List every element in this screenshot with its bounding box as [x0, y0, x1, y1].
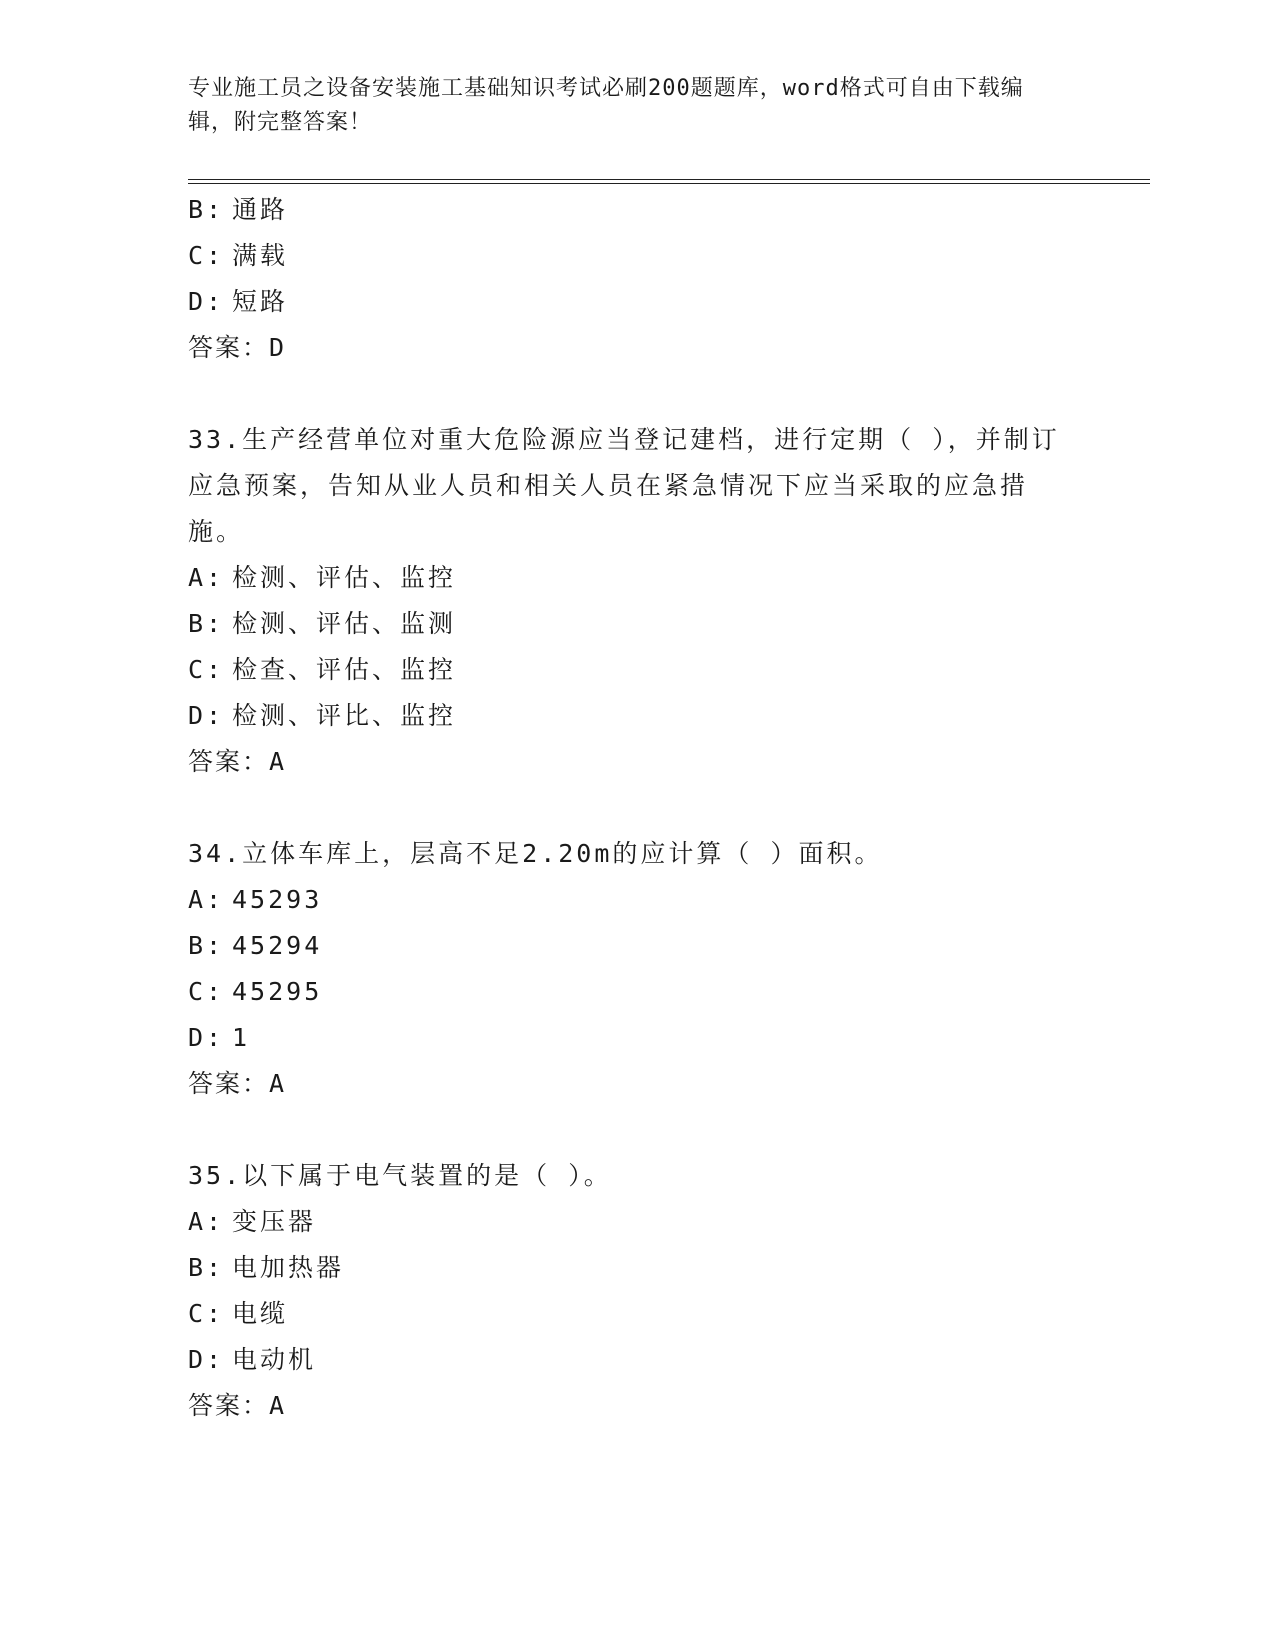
option	[188, 647, 1088, 693]
option	[188, 969, 1088, 1015]
option	[188, 233, 1088, 279]
option	[188, 1245, 1088, 1291]
option-key: B:	[188, 195, 225, 224]
option-text: 变压器	[232, 1207, 317, 1236]
option-text: 电缆	[232, 1299, 289, 1328]
document-body	[188, 187, 1088, 1429]
spacer	[188, 785, 1088, 831]
question-33	[188, 417, 1088, 785]
option	[188, 187, 1088, 233]
header-divider	[188, 179, 1150, 184]
option-text: 检测、评比、监控	[232, 701, 457, 730]
option-key: B:	[188, 609, 225, 638]
option-key: D:	[188, 1345, 225, 1374]
option-key: B:	[188, 931, 225, 960]
option-key: C:	[188, 1299, 225, 1328]
question-stem: 35.以下属于电气装置的是（ ）。	[188, 1161, 612, 1190]
option-key: B:	[188, 1253, 225, 1282]
answer-line	[188, 1061, 1088, 1107]
option-text: 45295	[232, 977, 323, 1006]
answer-label: 答案：	[188, 333, 270, 362]
option	[188, 877, 1088, 923]
option-text: 电加热器	[232, 1253, 345, 1282]
option	[188, 1291, 1088, 1337]
option-key: D:	[188, 701, 225, 730]
option-text: 检测、评估、监测	[232, 609, 457, 638]
option-key: C:	[188, 977, 225, 1006]
option-key: C:	[188, 241, 225, 270]
option-key: A:	[188, 1207, 225, 1236]
option-text: 通路	[232, 195, 289, 224]
option-key: D:	[188, 1023, 225, 1052]
answer-value: A	[269, 1391, 287, 1420]
document-header	[188, 72, 1068, 140]
question-34	[188, 831, 1088, 1107]
option-key: C:	[188, 655, 225, 684]
option-text: 45294	[232, 931, 323, 960]
option	[188, 555, 1088, 601]
header-title: 专业施工员之设备安装施工基础知识考试必刷200题题库，word格式可自由下载编辑，附完整答案！	[188, 76, 1024, 135]
option-key: A:	[188, 563, 225, 592]
option	[188, 1015, 1088, 1061]
answer-label: 答案：	[188, 1069, 270, 1098]
option	[188, 601, 1088, 647]
option-text: 电动机	[232, 1345, 317, 1374]
answer-line	[188, 325, 1088, 371]
option-text: 检测、评估、监控	[232, 563, 457, 592]
option-key: A:	[188, 885, 225, 914]
option-key: D:	[188, 287, 225, 316]
spacer	[188, 1107, 1088, 1153]
option	[188, 923, 1088, 969]
spacer	[188, 371, 1088, 417]
question-partial	[188, 187, 1088, 371]
answer-line	[188, 739, 1088, 785]
option-text: 1	[232, 1023, 251, 1052]
answer-value: A	[269, 1069, 287, 1098]
option	[188, 1337, 1088, 1383]
option	[188, 279, 1088, 325]
option	[188, 693, 1088, 739]
option-text: 45293	[232, 885, 323, 914]
question-35	[188, 1153, 1088, 1429]
answer-line	[188, 1383, 1088, 1429]
option-text: 满载	[232, 241, 289, 270]
answer-value: D	[269, 333, 287, 362]
option-text: 短路	[232, 287, 289, 316]
question-stem: 34.立体车库上，层高不足2.20m的应计算（ ）面积。	[188, 839, 883, 868]
answer-value: A	[269, 747, 287, 776]
answer-label: 答案：	[188, 747, 270, 776]
answer-label: 答案：	[188, 1391, 270, 1420]
option-text: 检查、评估、监控	[232, 655, 457, 684]
question-stem: 33.生产经营单位对重大危险源应当登记建档，进行定期（ ），并制订应急预案，告知从业人员和相关人员在紧急情况下应当采取的应急措施。	[188, 425, 1060, 546]
option	[188, 1199, 1088, 1245]
